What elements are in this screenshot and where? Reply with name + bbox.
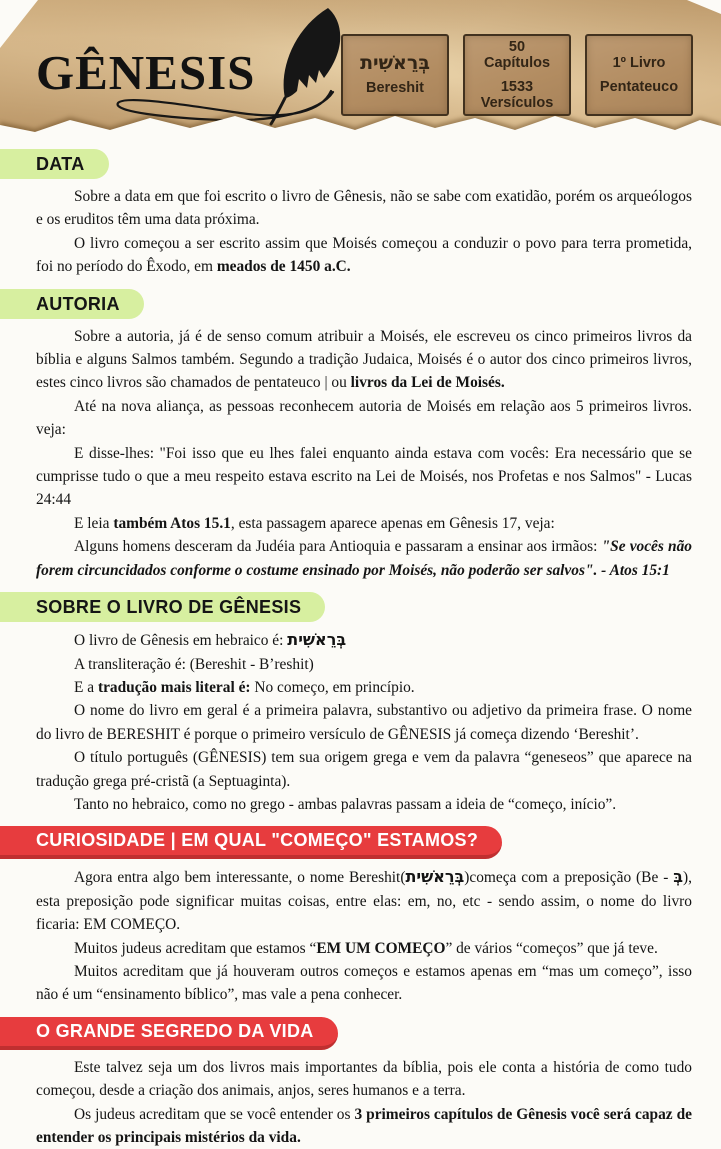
- hebrew-text: בְּרֵאשִׁית: [360, 51, 430, 74]
- box-text: Pentateuco: [599, 78, 679, 95]
- section-body-data: [36, 185, 692, 279]
- hebrew-name-box: [341, 34, 449, 116]
- paragraph: Tanto no hebraico, como no grego - ambas palavras passam a ideia de “começo, início”.: [74, 795, 617, 813]
- torn-corner-left: [0, 0, 40, 50]
- section-data: [0, 144, 721, 279]
- paragraph: E a tradução mais literal é: No começo, em princípio.: [74, 678, 415, 696]
- paragraph: Alguns homens desceram da Judéia para Antioquia e passaram a ensinar aos irmãos: "Se vocês não forem circuncidados conforme o costume ensinado por Moisés, não poderão ser salvos". - Atos 15:1: [36, 538, 692, 579]
- section-heading-curiosidade: CURIOSIDADE | EM QUAL "COMEÇO" ESTAMOS?: [0, 826, 502, 859]
- paragraph: E disse-lhes: "Foi isso que eu lhes falei enquanto ainda estava com vocês: Era necessário que se cumprisse tudo o que a meu respeito estava escrito na Lei de Moisés, nos Profetas e nos Salmos" - Lucas 24:44: [36, 444, 692, 509]
- paragraph: Este talvez seja um dos livros mais importantes da bíblia, pois ele conta a história de como tudo começou, desde a criação dos animais, anjos, seres humanos e a terra.: [36, 1058, 692, 1100]
- section-grande-segredo: [0, 1012, 721, 1149]
- paragraph: Agora entra algo bem interessante, o nome Bereshit(בְּרֵאשִׁית)começa com a preposição (Be - בְּ), esta preposição pode significar muitas coisas, entre elas: em, no, etc - sendo assim, o nome do livro ficaria: EM COMEÇO.: [36, 867, 692, 934]
- section-heading-autoria: AUTORIA: [0, 289, 144, 319]
- box-text: 1º Livro: [612, 55, 666, 72]
- section-body-grande-segredo: [36, 1056, 692, 1149]
- box-text: 1533 Versículos: [480, 78, 554, 111]
- paragraph: A transliteração é: (Bereshit - B’reshit): [74, 655, 314, 673]
- paragraph: O nome do livro em geral é a primeira palavra, substantivo ou adjetivo da primeira frase. O nome do livro de BERESHIT é porque o primeiro versículo de GÊNESIS já começa dizendo ‘Bereshit’.: [36, 702, 692, 743]
- info-boxes: [341, 34, 693, 116]
- section-body-curiosidade: [36, 865, 692, 1006]
- paragraph: O título português (GÊNESIS) tem sua origem grega e vem da palavra “geneseos” que aparece na tradução grega pré-cristã (a Septuaginta).: [36, 749, 692, 790]
- paragraph: Sobre a data em que foi escrito o livro de Gênesis, não se sabe com exatidão, porém os arqueólogos e os eruditos têm uma data próxima.: [36, 188, 692, 229]
- torn-paper-edge: [0, 105, 721, 140]
- document-body: [0, 140, 721, 1149]
- section-heading-sobre-o-livro: SOBRE O LIVRO DE GÊNESIS: [0, 592, 325, 622]
- paragraph: Muitos acreditam que já houveram outros começos e estamos apenas em “mas um começo”, isso não é um “ensinamento bíblico”, mas vale a pena conhecer.: [36, 962, 692, 1004]
- paragraph: O livro começou a ser escrito assim que Moisés começou a conduzir o povo para terra prometida, foi no período do Êxodo, em meados de 1450 a.C.: [36, 234, 692, 276]
- chapters-verses-box: [463, 34, 571, 116]
- section-heading-data: DATA: [0, 149, 109, 179]
- section-curiosidade: [0, 821, 721, 1006]
- section-body-sobre-o-livro: [36, 628, 692, 816]
- section-body-autoria: [36, 325, 692, 582]
- page-title: GÊNESIS: [36, 45, 256, 100]
- paragraph: Os judeus acreditam que se você entender os 3 primeiros capítulos de Gênesis você será capaz de entender os principais mistérios da vida.: [36, 1105, 692, 1146]
- paragraph: Até na nova aliança, as pessoas reconhecem autoria de Moisés em relação aos 5 primeiros livros. veja:: [36, 397, 692, 439]
- paragraph: E leia também Atos 15.1, esta passagem aparece apenas em Gênesis 17, veja:: [74, 514, 555, 532]
- paragraph: O livro de Gênesis em hebraico é: בְּרֵאשִׁית: [74, 630, 347, 650]
- section-autoria: [0, 284, 721, 582]
- paragraph: Muitos judeus acreditam que estamos “EM UM COMEÇO” de vários “começos” que já teve.: [74, 939, 658, 957]
- paragraph: Sobre a autoria, já é de senso comum atribuir a Moisés, ele escreveu os cinco primeiros livros da bíblia e alguns Salmos também. Segundo a tradição Judaica, Moisés é o autor dos cinco primeiros livros, estes cinco livros são chamados de pentateuco | ou livros da Lei de Moisés.: [36, 327, 692, 392]
- box-text: Bereshit: [365, 79, 425, 96]
- section-sobre-o-livro: [0, 587, 721, 816]
- book-order-box: [585, 34, 693, 116]
- section-heading-grande-segredo: O GRANDE SEGREDO DA VIDA: [0, 1017, 338, 1050]
- parchment-header: [0, 0, 721, 140]
- torn-corner-right: [683, 0, 721, 16]
- box-text: 50 Capítulos: [483, 39, 551, 72]
